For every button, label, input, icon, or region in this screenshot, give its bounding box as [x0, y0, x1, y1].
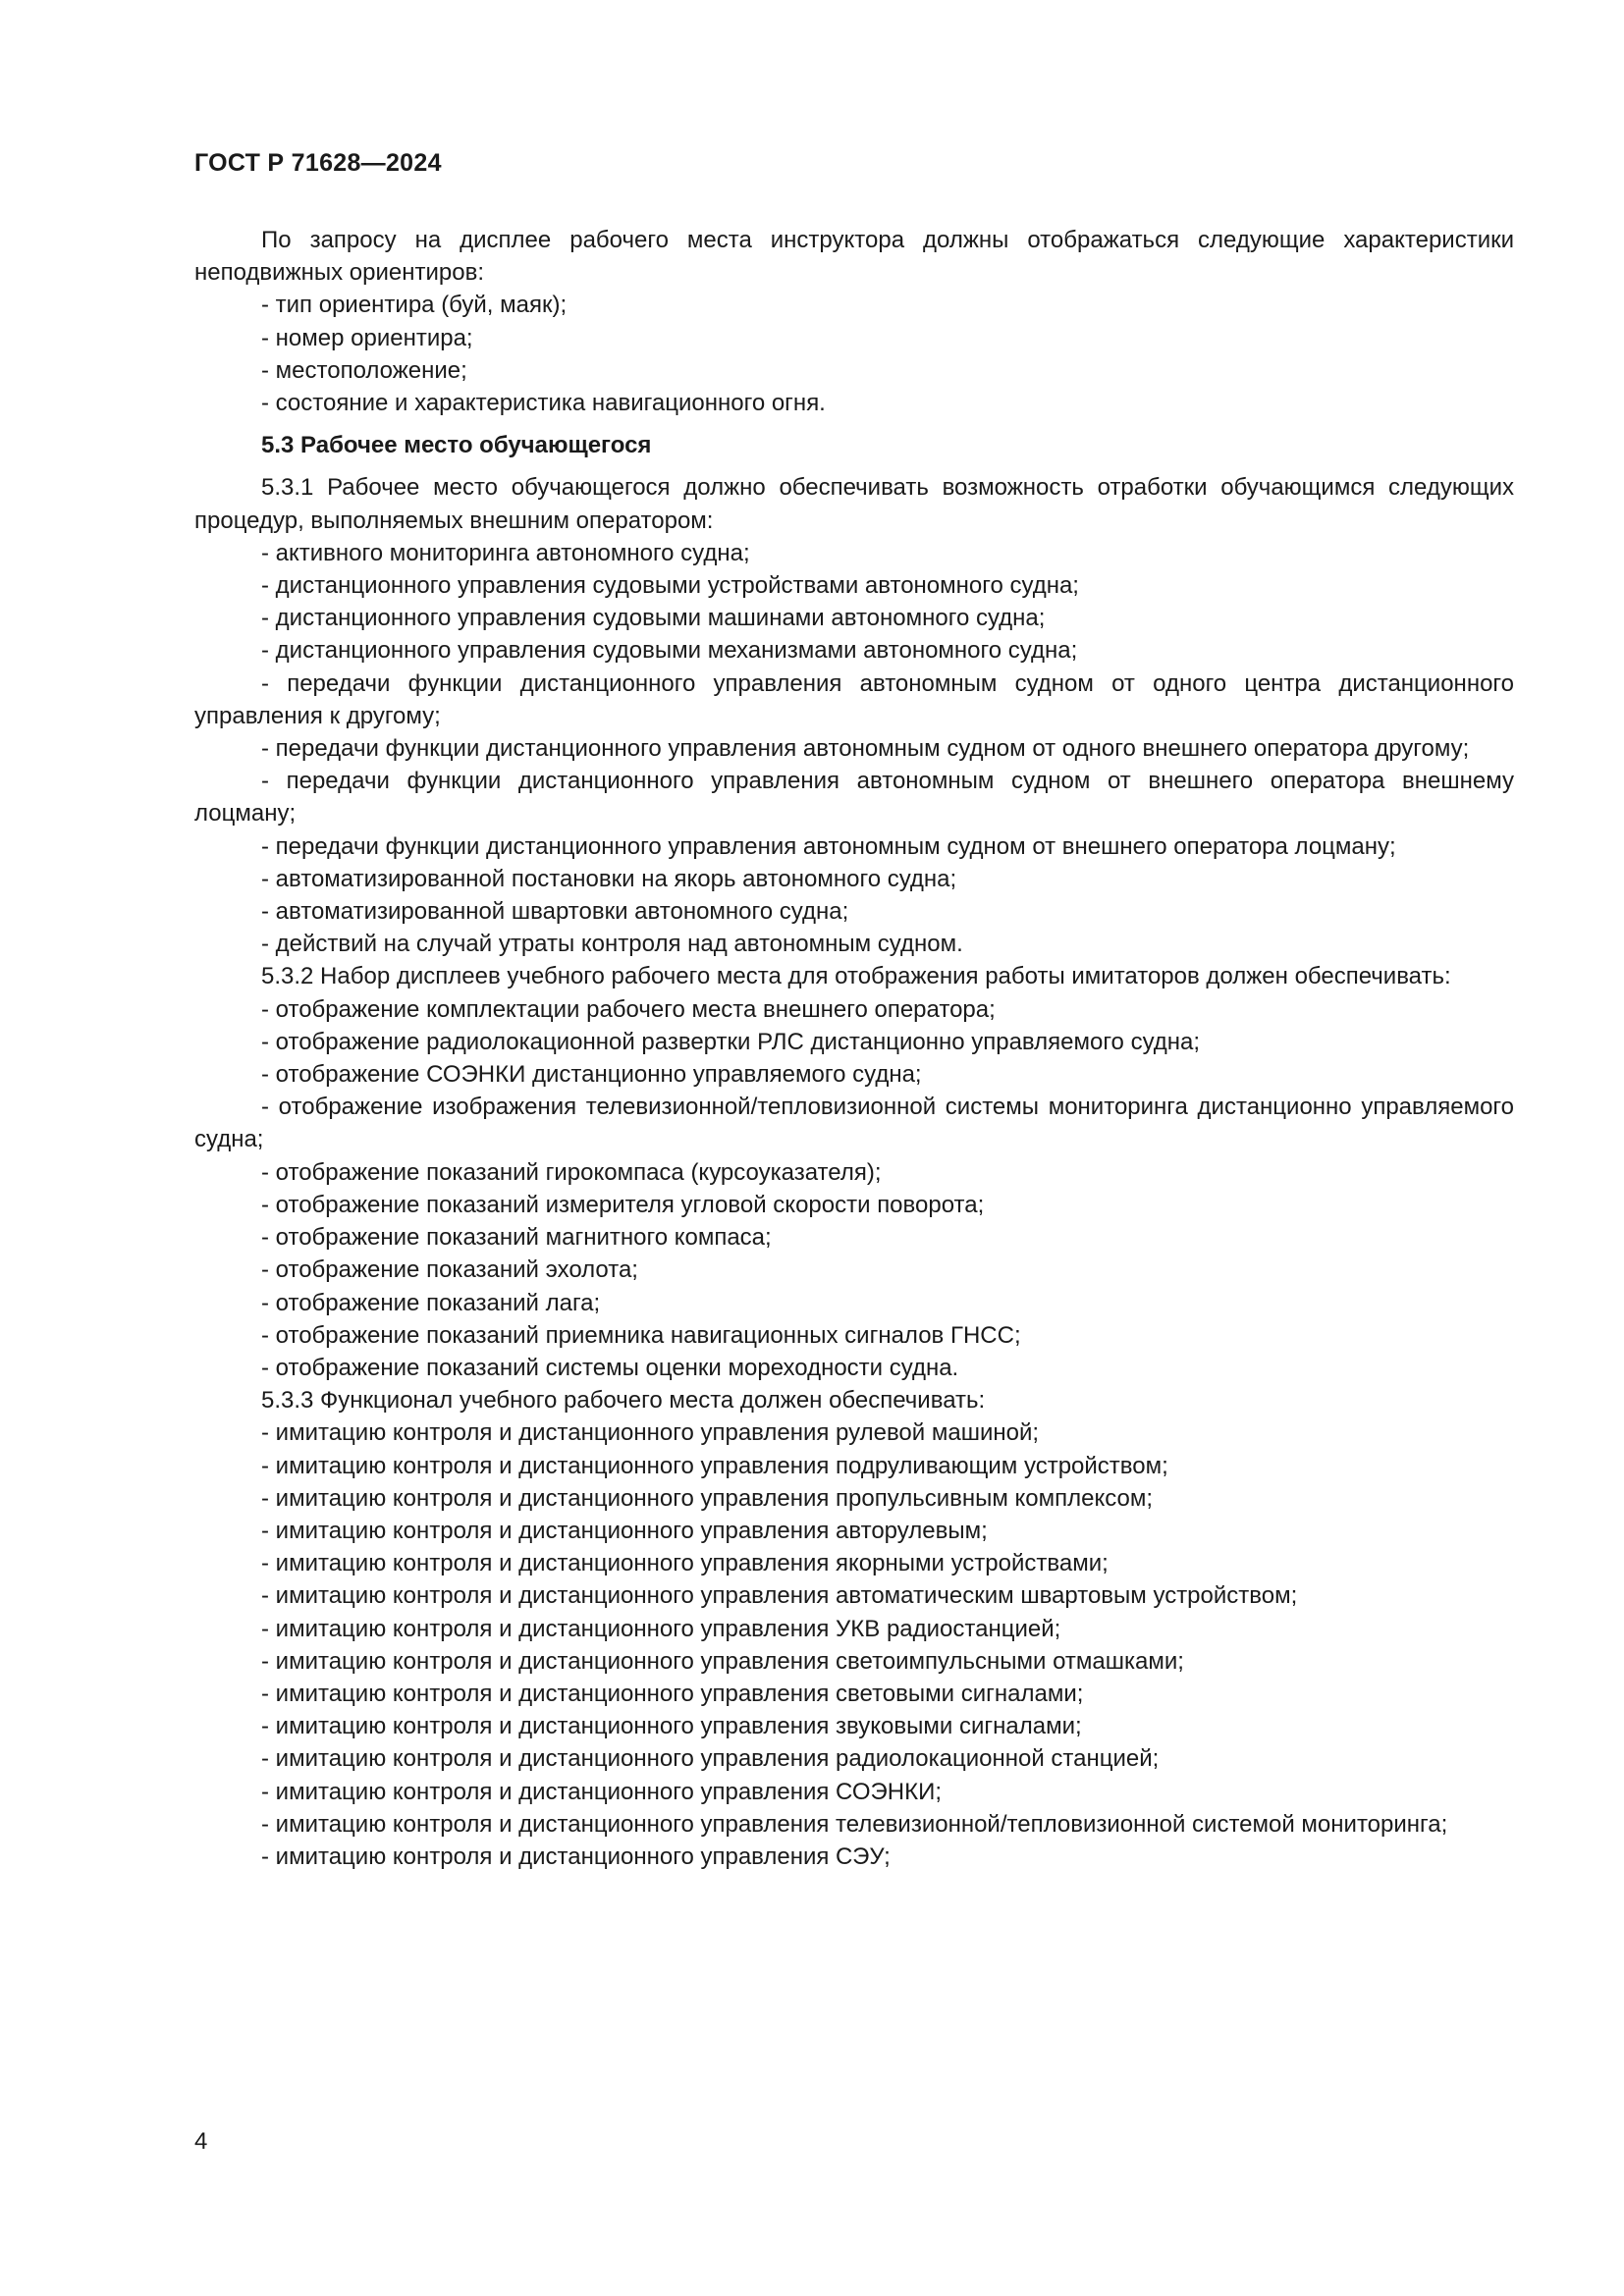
- list-item: - имитацию контроля и дистанционного управления УКВ радиостанцией;: [261, 1615, 1061, 1642]
- list-item: - состояние и характеристика навигационного огня.: [261, 390, 826, 417]
- list-item: - отображение радиолокационной развертки РЛС дистанционно управляемого судна;: [261, 1028, 1201, 1055]
- intro-paragraph: По запросу на дисплее рабочего места инструктора должны отображаться следующие характеристики неподвижных ориентиров:: [194, 227, 1514, 287]
- list-item: - имитацию контроля и дистанционного управления подруливающим устройством;: [261, 1452, 1168, 1479]
- list-item: - отображение показаний системы оценки мореходности судна.: [261, 1354, 959, 1381]
- list-item: - отображение изображения телевизионной/тепловизионной системы мониторинга дистанционно управляемого судна;: [194, 1094, 1514, 1153]
- list-item: - действий на случай утраты контроля над автономным судном.: [261, 931, 963, 958]
- list-item: - автоматизированной швартовки автономного судна;: [261, 898, 849, 926]
- list-item: - имитацию контроля и дистанционного управления рулевой машиной;: [261, 1419, 1040, 1447]
- list-item: - тип ориентира (буй, маяк);: [261, 292, 568, 319]
- list-item: - номер ориентира;: [261, 324, 473, 351]
- list-item: - имитацию контроля и дистанционного управления радиолокационной станцией;: [261, 1745, 1160, 1773]
- clause-5-3-1-paragraph: 5.3.1 Рабочее место обучающегося должно обеспечивать возможность отработки обучающимся следующих процедур, выполняемых внешним оператором:: [194, 474, 1514, 534]
- list-item: - отображение комплектации рабочего места внешнего оператора;: [261, 995, 996, 1023]
- list-item: - автоматизированной постановки на якорь автономного судна;: [261, 865, 957, 892]
- list-item: - имитацию контроля и дистанционного управления телевизионной/тепловизионной системой мониторинга;: [261, 1810, 1448, 1838]
- list-item: - отображение показаний гирокомпаса (курсоуказателя);: [261, 1158, 882, 1186]
- list-item: - имитацию контроля и дистанционного управления авторулевым;: [261, 1517, 988, 1544]
- list-item: - дистанционного управления судовыми механизмами автономного судна;: [261, 637, 1078, 665]
- list-item: - имитацию контроля и дистанционного управления автоматическим швартовым устройством;: [261, 1582, 1298, 1610]
- list-item: - имитацию контроля и дистанционного управления якорными устройствами;: [261, 1550, 1109, 1577]
- list-item: - передачи функции дистанционного управления автономным судном от одного центра дистанционного управления к другому;: [194, 669, 1514, 729]
- list-item: - имитацию контроля и дистанционного управления светоимпульсными отмашками;: [261, 1647, 1184, 1675]
- list-item: - отображение СОЭНКИ дистанционно управляемого судна;: [261, 1061, 922, 1089]
- list-item: - отображение показаний измерителя угловой скорости поворота;: [261, 1191, 985, 1218]
- list-item: - передачи функции дистанционного управления автономным судном от одного внешнего оператора другому;: [261, 735, 1470, 763]
- clause-5-3-2-paragraph: 5.3.2 Набор дисплеев учебного рабочего места для отображения работы имитаторов должен обеспечивать:: [261, 963, 1451, 990]
- list-item: - имитацию контроля и дистанционного управления пропульсивным комплексом;: [261, 1484, 1154, 1512]
- list-item: - отображение показаний эхолота;: [261, 1256, 638, 1284]
- list-item: - имитацию контроля и дистанционного управления СОЭНКИ;: [261, 1778, 942, 1805]
- clause-5-3-3-paragraph: 5.3.3 Функционал учебного рабочего места должен обеспечивать:: [261, 1387, 986, 1415]
- list-item: - местоположение;: [261, 356, 467, 384]
- document-code-header: ГОСТ Р 71628—2024: [194, 149, 442, 177]
- list-item: - дистанционного управления судовыми устройствами автономного судна;: [261, 572, 1079, 600]
- document-body: [194, 224, 1514, 1873]
- list-item: - отображение показаний лага;: [261, 1289, 601, 1316]
- page-number: 4: [194, 2128, 208, 2155]
- list-item: - имитацию контроля и дистанционного управления звуковыми сигналами;: [261, 1713, 1082, 1740]
- list-item: - передачи функции дистанционного управления автономным судном от внешнего оператора внешнему лоцману;: [194, 768, 1514, 828]
- list-item: - имитацию контроля и дистанционного управления СЭУ;: [261, 1842, 891, 1870]
- list-item: - имитацию контроля и дистанционного управления световыми сигналами;: [261, 1680, 1084, 1707]
- list-item: - отображение показаний магнитного компаса;: [261, 1224, 772, 1252]
- section-heading: 5.3 Рабочее место обучающегося: [261, 432, 652, 459]
- list-item: - дистанционного управления судовыми машинами автономного судна;: [261, 605, 1046, 632]
- list-item: - отображение показаний приемника навигационных сигналов ГНСС;: [261, 1321, 1021, 1349]
- list-item: - передачи функции дистанционного управления автономным судном от внешнего оператора лоцману;: [261, 832, 1396, 860]
- list-item: - активного мониторинга автономного судна;: [261, 539, 750, 566]
